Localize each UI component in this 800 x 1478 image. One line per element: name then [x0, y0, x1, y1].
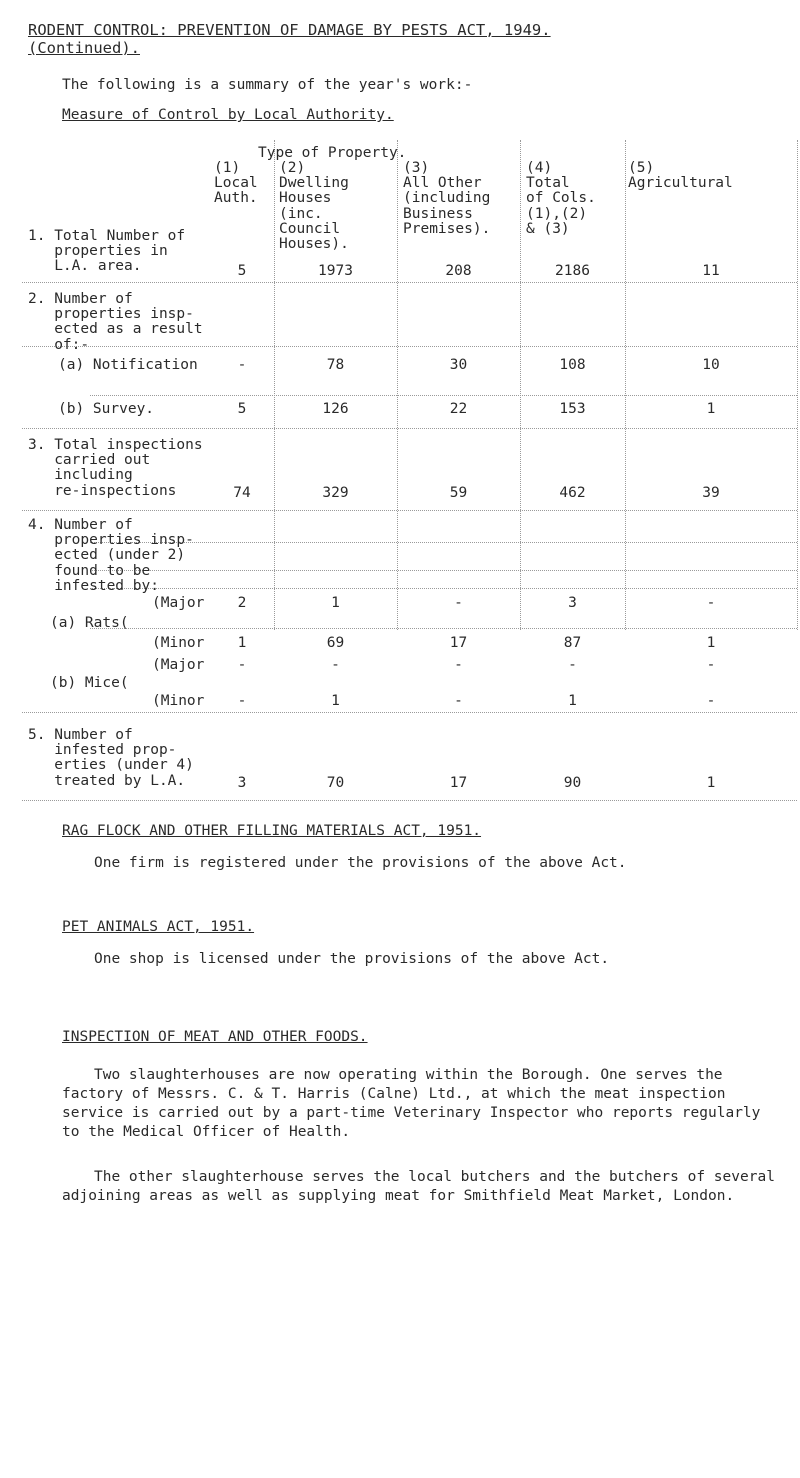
row-2b-col-3: 22	[449, 401, 468, 417]
row-4a-minor-col-4: 87	[563, 635, 582, 651]
column-header-3: (3) All Other (including Business Premises).	[403, 160, 491, 237]
row-2a-col-4: 108	[559, 357, 586, 373]
row-4b-minor-col-3: -	[454, 693, 463, 709]
row-3-label: 3. Total inspections carried out including re-inspections	[28, 437, 203, 499]
row-4a-minor-label: (Minor	[152, 635, 205, 651]
row-4a-major-label: (Major	[152, 595, 205, 611]
row-2a-col-3: 30	[449, 357, 468, 373]
row-4a-minor-col-5: 1	[706, 635, 716, 651]
row-2-label: 2. Number of properties insp- ected as a result of:-	[28, 291, 203, 353]
row-4a-minor-col-3: 17	[449, 635, 468, 651]
row-5-col-3: 17	[449, 775, 468, 791]
meat-inspection-para-1: Two slaughterhouses are now operating within the Borough. One serves the factory of Messrs. C. & T. Harris (Calne) Ltd., at which the meat inspection service is carried out by a part-time Veterinary Inspector who reports regularly to the Medical Officer of Health.	[62, 1067, 761, 1140]
row-4a-major-col-5: -	[706, 595, 716, 611]
intro-text: The following is a summary of the year's work:-	[62, 77, 473, 93]
row-2a-col-5: 10	[702, 357, 720, 373]
row-4b-major-col-1: -	[237, 657, 247, 673]
pet-animals-heading: PET ANIMALS ACT, 1951.	[62, 919, 255, 935]
row-3-col-2: 329	[322, 485, 349, 501]
rag-flock-heading: RAG FLOCK AND OTHER FILLING MATERIALS ACT, 1951.	[62, 823, 482, 839]
row-4a-minor-col-1: 1	[237, 635, 247, 651]
row-1-col-2: 1973	[318, 263, 353, 279]
row-4a-major-col-2: 1	[331, 595, 340, 611]
row-2b-col-1: 5	[237, 401, 247, 417]
row-5-col-1: 3	[237, 775, 247, 791]
row-2b-col-4: 153	[559, 401, 586, 417]
row-1-col-1: 5	[237, 263, 247, 279]
row-3-col-1: 74	[233, 485, 251, 501]
column-header-4: (4) Total of Cols. (1),(2) & (3)	[526, 160, 596, 237]
row-2a-label: (a) Notification	[58, 357, 198, 373]
row-4a-major-col-1: 2	[237, 595, 247, 611]
row-2a-col-2: 78	[326, 357, 345, 373]
row-5-col-5: 1	[706, 775, 716, 791]
pet-animals-text: One shop is licensed under the provisions of the above Act.	[94, 951, 610, 967]
row-2b-label: (b) Survey.	[58, 401, 155, 417]
row-5-col-4: 90	[563, 775, 582, 791]
page-subtitle: (Continued).	[28, 39, 140, 57]
row-4b-major-label: (Major	[152, 657, 205, 673]
row-4b-minor-col-2: 1	[331, 693, 340, 709]
row-4-label: 4. Number of properties insp- ected (under 2) found to be infested by:	[28, 517, 194, 594]
meat-inspection-para-2: The other slaughterhouse serves the local butchers and the butchers of several adjoining areas as well as supplying meat for Smithfield Meat Market, London.	[62, 1169, 775, 1204]
row-4b-minor-label: (Minor	[152, 693, 205, 709]
row-4a-major-col-4: 3	[568, 595, 577, 611]
column-header-5: (5) Agricultural	[628, 160, 733, 192]
page-title: RODENT CONTROL: PREVENTION OF DAMAGE BY PESTS ACT, 1949.	[28, 21, 551, 39]
row-5-label: 5. Number of infested prop- erties (under 4) treated by L.A.	[28, 727, 194, 789]
section-title: Measure of Control by Local Authority.	[62, 107, 394, 123]
column-header-1: (1) Local Auth.	[214, 160, 258, 207]
row-4a-group-label: (a) Rats(	[50, 615, 129, 631]
row-3-col-4: 462	[559, 485, 586, 501]
row-1-label: 1. Total Number of properties in L.A. area.	[28, 228, 186, 275]
row-1-col-4: 2186	[555, 263, 590, 279]
row-3-col-5: 39	[702, 485, 720, 501]
row-4b-minor-col-4: 1	[568, 693, 577, 709]
row-1-col-3: 208	[445, 263, 472, 279]
rag-flock-text: One firm is registered under the provisions of the above Act.	[94, 855, 627, 871]
row-3-col-3: 59	[449, 485, 468, 501]
row-5-col-2: 70	[326, 775, 345, 791]
row-4b-major-col-3: -	[454, 657, 463, 673]
row-2b-col-5: 1	[706, 401, 716, 417]
row-2b-col-2: 126	[322, 401, 349, 417]
row-4a-minor-col-2: 69	[326, 635, 345, 651]
meat-inspection-heading: INSPECTION OF MEAT AND OTHER FOODS.	[62, 1029, 368, 1045]
row-2a-col-1: -	[237, 357, 247, 373]
row-4b-major-col-5: -	[706, 657, 716, 673]
row-4b-minor-col-5: -	[706, 693, 716, 709]
column-header-2: (2) Dwelling Houses (inc. Council Houses).	[279, 160, 349, 253]
table-group-header: Type of Property.	[258, 145, 407, 161]
row-4b-major-col-4: -	[568, 657, 577, 673]
row-4a-major-col-3: -	[454, 595, 463, 611]
row-4b-minor-col-1: -	[237, 693, 247, 709]
row-1-col-5: 11	[702, 263, 720, 279]
row-4b-major-col-2: -	[331, 657, 340, 673]
row-4b-group-label: (b) Mice(	[50, 675, 129, 691]
